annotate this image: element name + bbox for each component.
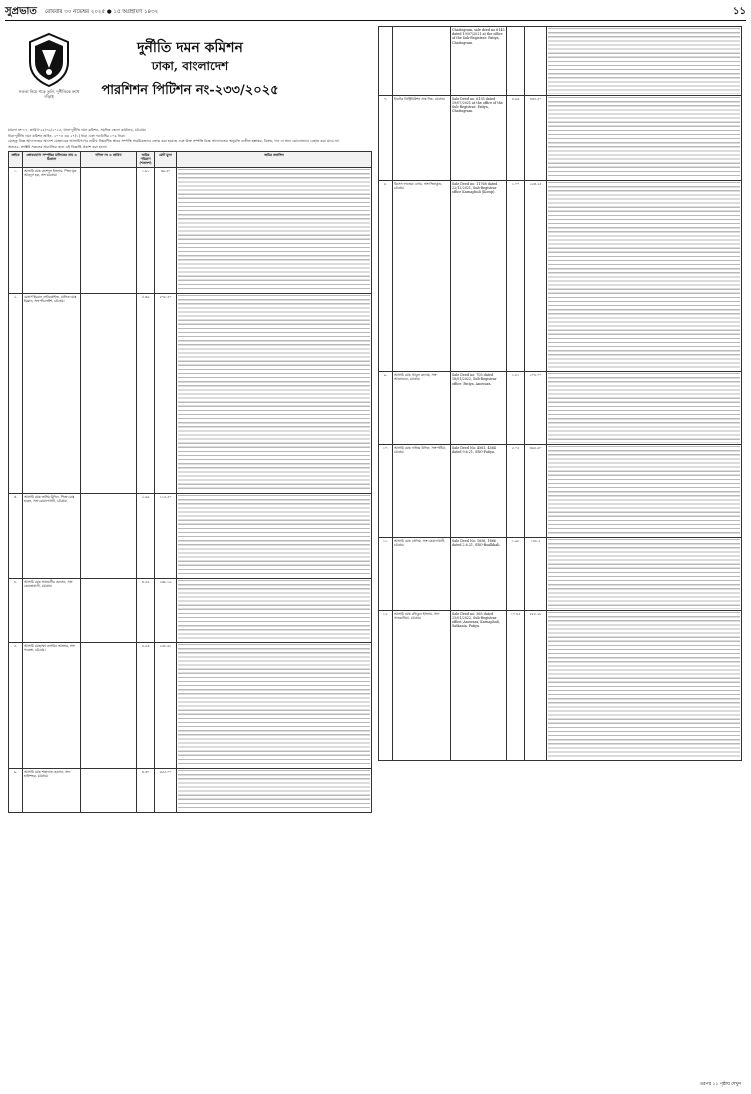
schedule-text-block [548, 446, 740, 536]
serial-cell: ৬. [9, 769, 23, 813]
serial-cell: ৩. [9, 493, 23, 578]
table-row [379, 444, 742, 537]
table-row [9, 578, 372, 643]
area-cell: ৪.৬৬ [507, 95, 525, 180]
area-cell: ৫.৩৬ [137, 293, 155, 493]
right-column [378, 26, 742, 761]
schedule-cell [177, 493, 372, 578]
serial-cell: ৭. [379, 95, 393, 180]
table-header-row [9, 151, 372, 167]
dateline: রোববার ৩০ নভেম্বর ২০২৫ ● ১৫ অগ্রহায়ণ ১৪৩২ [44, 8, 159, 15]
col-header-owner: ক্রোকযোগ্য সম্পত্তির মালিকের নাম ও ঠিকানা [23, 151, 81, 167]
owner-cell: আসামি মোঃ আলমগীর হোসেন, সাং-কোতোয়ালী, চট্টগ্রাম। [23, 578, 81, 643]
schedule-cell [547, 610, 742, 761]
owner-cell: আসামি মোছাম্মৎ নাসরিন আক্তার, সাং-পতেঙ্গা, চট্টগ্রাম। [23, 643, 81, 769]
table-row [379, 538, 742, 611]
serial-cell: ৫. [9, 643, 23, 769]
schedule-cell [177, 578, 372, 643]
total-cell: ২৩৮.১৯ [155, 578, 177, 643]
owner-cell: আসামি মোঃ জসিম উদ্দিন, পিতা-মোঃ হারুন, সাং-বোয়ালখালী, চট্টগ্রাম। [23, 493, 81, 578]
schedule-text-block [548, 612, 740, 760]
notice-header [8, 26, 372, 126]
area-cell: ৩.৩০ [137, 769, 155, 813]
serial-cell: ১১. [379, 538, 393, 611]
serial-cell: ৯. [379, 372, 393, 445]
owner-cell: আসামি মোঃ শাহাদাত হোসেন, সাং-হালিশহর, চট্টগ্রাম। [23, 769, 81, 813]
col-header-area: জমির পরিমাণ (শতাংশ) [137, 151, 155, 167]
total-cell: ১১৫.৫০ [155, 493, 177, 578]
total-cell: ৩৫৫.০০ [155, 769, 177, 813]
col-header-total: মোট মূল্য [155, 151, 177, 167]
table-row [9, 493, 372, 578]
table-row [379, 610, 742, 761]
serial-cell: ৮. [379, 180, 393, 372]
schedule-text-block [178, 644, 370, 767]
attachment-schedule-left [8, 151, 372, 813]
attachment-schedule-right [378, 26, 742, 761]
area-cell: ৫.০৫ [507, 444, 525, 537]
schedule-cell [547, 372, 742, 445]
total-cell: ২৫৮.৬১ [155, 643, 177, 769]
schedule-text-block [548, 97, 740, 179]
newspaper-masthead [5, 4, 746, 21]
deed-cell [81, 643, 137, 769]
table-row [9, 293, 372, 493]
total-cell: ৩৬৪.৬০ [525, 444, 547, 537]
schedule-cell [177, 293, 372, 493]
area-cell: ১০.৪৫ [507, 610, 525, 761]
serial-cell: ১. [9, 167, 23, 293]
schedule-text-block [178, 495, 370, 577]
total-cell: ৩৯.৫০ [155, 167, 177, 293]
owner-cell: আসামি মোঃ সেলিম, সাং-বোয়ালখালী, চট্টগ্রাম। [393, 538, 451, 611]
col-header-schedule: জমির তফসিল [177, 151, 372, 167]
schedule-cell [177, 643, 372, 769]
schedule-text-block [178, 169, 370, 292]
deed-cell: Sale Deed no: 365 dated 25/01/2022, Sub-Registrar office: Anowara, Karnaphuli, Satkania, Patiya. [451, 610, 507, 761]
left-column [8, 26, 372, 813]
logo-motto: সততা নিয়ে গড়ে তুলি, দুর্নীতিকে রুখে দাঁড়াই [18, 89, 80, 99]
serial-cell: ১০. [379, 444, 393, 537]
deed-cell: Sale Deed No: 1656, 1666 dated 2.6.21, SRO-Boalkhali. [451, 538, 507, 611]
owner-cell: ইনটেক ডিস্ট্রিবিউশন প্রাঃ লিঃ, চট্টগ্রাম। [393, 95, 451, 180]
owner-cell: আসামি মোঃ রফিকুল ইসলাম, সাং-সাতকানিয়া, চট্টগ্রাম। [393, 610, 451, 761]
schedule-cell [547, 444, 742, 537]
owner-cell: মেসার্স ইমরান এন্টারপ্রাইজ, মালিক-মোঃ ইমরান, সাং-পাঁচলাইশ, চট্টগ্রাম। [23, 293, 81, 493]
schedule-text-block [548, 182, 740, 371]
table-row [9, 643, 372, 769]
table-row [9, 167, 372, 293]
area-cell: ১.০০ [507, 180, 525, 372]
continued-note: এরপর ১১ পৃষ্ঠায় দেখুন [699, 1082, 741, 1087]
commission-logo-icon [26, 32, 72, 88]
schedule-cell [177, 167, 372, 293]
deed-cell: Sale Deed no: 705 dated 18/01/2022, Sub-Registrar office: Patiya, Anowara. [451, 372, 507, 445]
total-cell: ৪৩৫.৫০ [525, 95, 547, 180]
preamble-line: ধারা-দুর্নীতি দমন কমিশন আইন, ২০০৪ এর ২৭(১) ধারা এবং দণ্ডবিধির ১০৯ ধারা। [8, 133, 126, 138]
deed-cell [81, 493, 137, 578]
schedule-text-block [548, 539, 740, 609]
total-cell: ৮৮৮.২৮ [525, 610, 547, 761]
area-cell: ১.৮১ [507, 372, 525, 445]
col-header-deed: দলিল নং ও তারিখ [81, 151, 137, 167]
deed-cell: Sale Deed no: 6135 dated 19/07/2021 at the office of the Sub-Registrar: Patiya, Chattogram. [451, 95, 507, 180]
deed-cell: Sale Deed no: 11768 dated 22/12/2021, Sub-Registrar office Karnaphuli (Korop). [451, 180, 507, 372]
schedule-cell [547, 180, 742, 372]
schedule-text-block [178, 580, 370, 642]
schedule-cell [547, 538, 742, 611]
deed-cell [81, 293, 137, 493]
schedule-text-block [548, 28, 740, 94]
area-cell: ২.৬৬ [137, 493, 155, 578]
deed-cell: Sale Deed No: 4561, 4564 dated 9.6.21, SRO-Patiya. [451, 444, 507, 537]
schedule-cell [547, 27, 742, 96]
area-cell: ১.৬১ [137, 167, 155, 293]
notice-preamble [8, 128, 372, 150]
area-cell: ১.৯৮ [507, 538, 525, 611]
owner-cell: মিসেস ফাতেমা বেগম, সাং-সিতাকুণ্ড, চট্টগ্রাম। [393, 180, 451, 372]
serial-cell: ৪. [9, 578, 23, 643]
schedule-text-block [178, 295, 370, 492]
schedule-text-block [178, 770, 370, 811]
serial-cell: ২. [9, 293, 23, 493]
area-cell: ৪.৫৩ [137, 643, 155, 769]
schedule-cell [547, 95, 742, 180]
deed-cell [81, 578, 137, 643]
total-cell: ২৫৩.২৫ [525, 180, 547, 372]
schedule-text-block [548, 373, 740, 443]
preamble-line: মামলা নং-১৭, তারিখ-২৫/০৯/২০২৫, থানা-দুর্নীতি দমন কমিশন, সমন্বিত জেলা কার্যালয়, চট্টগ্রাম। [8, 128, 147, 132]
commission-name: দুর্নীতি দমন কমিশন [137, 40, 243, 56]
preamble-line: অতএব, সংশ্লিষ্ট সকলের অবগতির জন্য এই বিজ্ঞপ্তি প্রকাশ করা হলো। [8, 145, 108, 150]
area-cell: ৩.৫৬ [137, 578, 155, 643]
preamble-line: যেহেতু বিজ্ঞ আদালতের আদেশ মোতাবেক আসামিগণের নামীয় নিম্নবর্ণিত স্থাবর সম্পত্তি সাময়িকভাবে ক্রোক করা হয়েছে এবং উক্ত সম্পত্তি বিজ্ঞ আদালতের অনুমতি ব্যতীত হস্তান্তর, বিক্রয়, দান বা অন্য কোনোভাবে বেহাত করা যাবে না। [8, 139, 340, 144]
city-name: ঢাকা, বাংলাদেশ [151, 59, 229, 74]
deed-cell: Chattogram, sale deed no 6145 dated 19/07/2021 at the office of the Sub-Registrar: Patiya, Chattogram. [451, 27, 507, 96]
serial-cell: ১২. [379, 610, 393, 761]
total-cell: ১৪৮.২ [525, 538, 547, 611]
col-header-sl: ক্রমিক [9, 151, 23, 167]
table-row [379, 372, 742, 445]
total-cell: ৫৭৮.৫০ [155, 293, 177, 493]
schedule-cell [177, 769, 372, 813]
table-row [379, 180, 742, 372]
owner-cell: আসামি মোঃ রাশেদুল ইসলাম, পিতা-মৃত আবদুল হক, সাং-চট্টগ্রাম। [23, 167, 81, 293]
table-row [379, 95, 742, 180]
total-cell: ২০৪.০০ [525, 372, 547, 445]
page-number: ১১ [733, 6, 746, 18]
newspaper-name: সুপ্রভাত [5, 6, 37, 18]
notice-headline: পারশিশন পিটিশন নং-২৩৩/২০২৫ [101, 82, 279, 98]
owner-cell: আসামি মোঃ আবুল কালাম, সাং-আনোয়ারা, চট্টগ্রাম। [393, 372, 451, 445]
deed-cell [81, 769, 137, 813]
table-row [379, 27, 742, 96]
table-row [9, 769, 372, 813]
owner-cell: আসামি মোঃ নাজিম উদ্দিন, সাং-পটিয়া, চট্টগ্রাম। [393, 444, 451, 537]
deed-cell [81, 167, 137, 293]
